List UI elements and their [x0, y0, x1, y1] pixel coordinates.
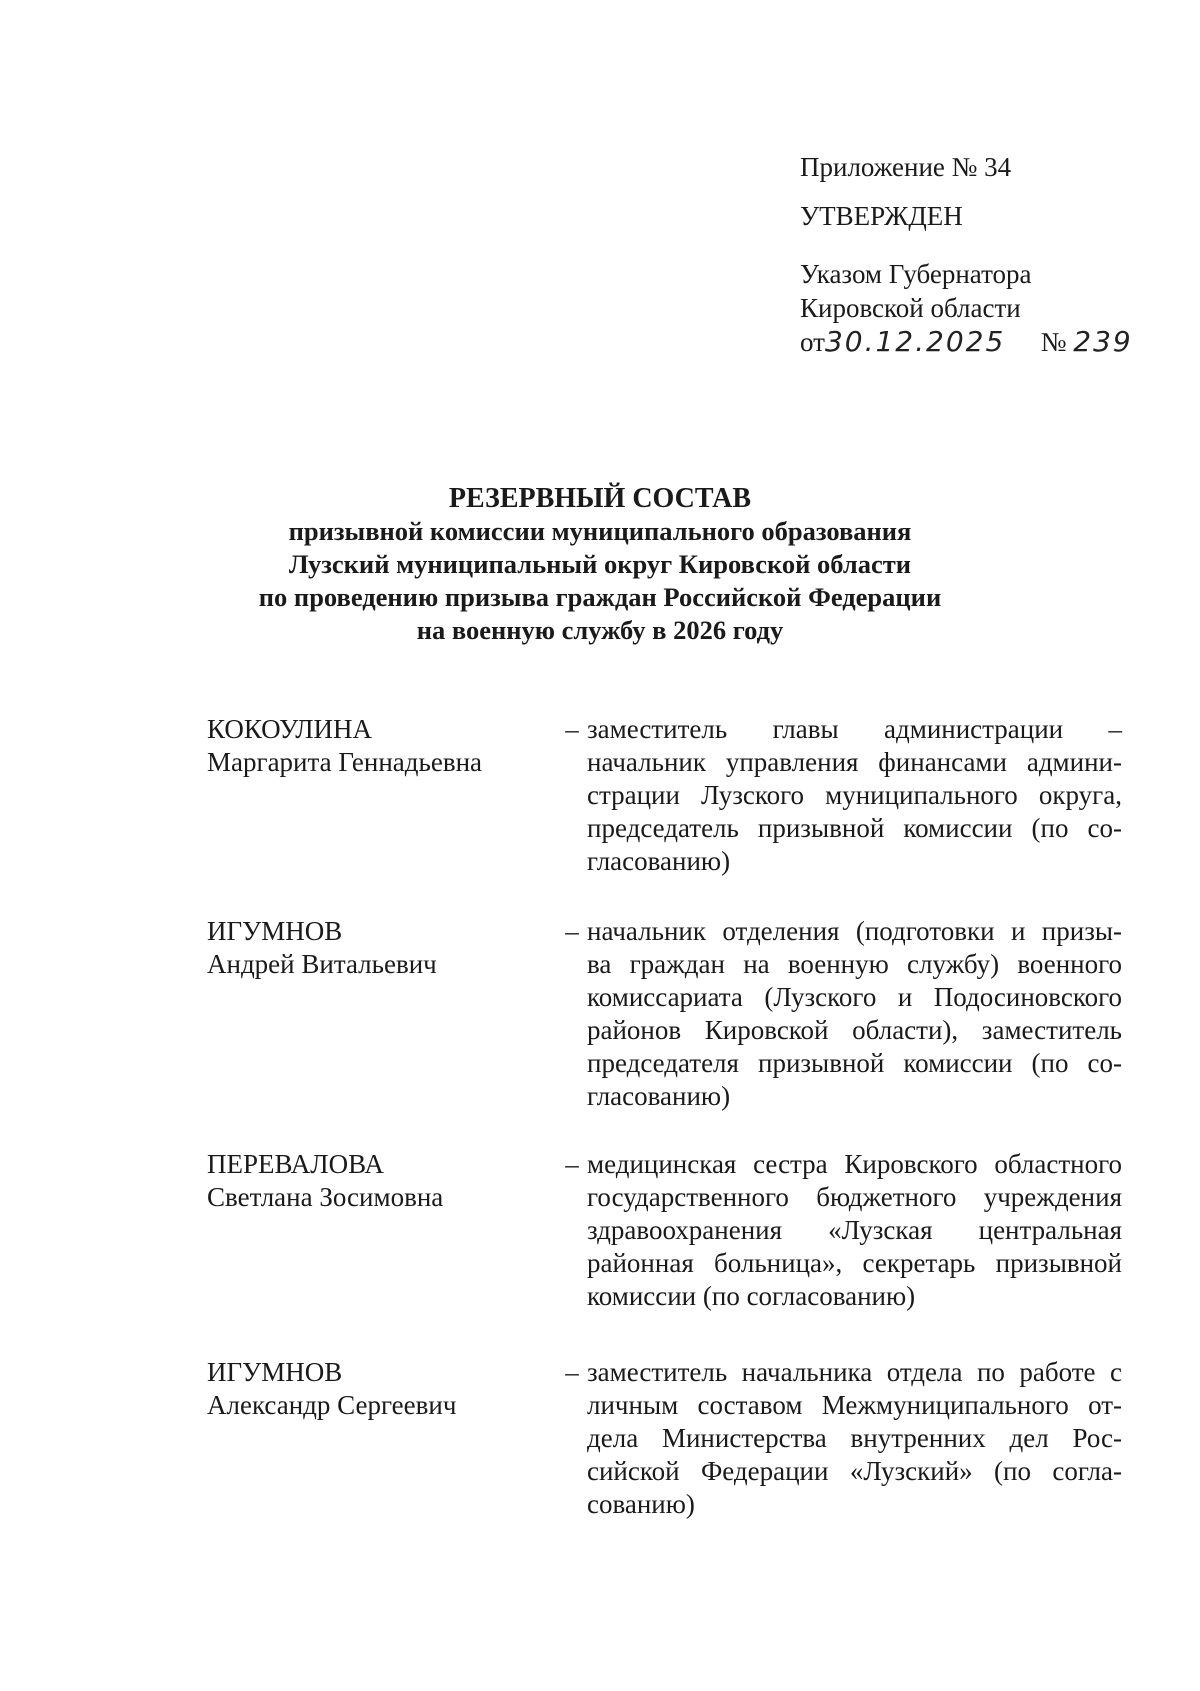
- position-line: сийской Федерации «Лузский» (по согла-: [587, 1456, 1122, 1486]
- position-line: здравоохранения «Лузская центральная: [587, 1215, 1122, 1245]
- position-line: районов Кировской области), заместитель: [587, 1015, 1122, 1045]
- member-position: [587, 915, 1122, 1113]
- title-line-1: РЕЗЕРВНЫЙ СОСТАВ: [448, 483, 752, 514]
- position-line: дела Министерства внутренних дел Рос-: [587, 1423, 1122, 1453]
- member-position: [587, 1356, 1122, 1521]
- position-line: заместитель начальника отдела по работе с: [587, 1357, 1122, 1387]
- member-given-name: Андрей Витальевич: [207, 949, 437, 979]
- member-surname: КОКОУЛИНА: [207, 714, 373, 744]
- approved-stamp-text: УТВЕРЖДЕН: [800, 201, 963, 231]
- member-name: [207, 1148, 537, 1214]
- member-dash: –: [565, 916, 579, 946]
- handwritten-date: 30.12.2025: [824, 325, 1006, 358]
- position-line: комиссии (по согласованию): [587, 1281, 916, 1311]
- position-line: заместитель главы администрации –: [587, 714, 1122, 744]
- approved-by-line-2: Кировской области: [800, 293, 1021, 323]
- member-given-name: Александр Сергеевич: [207, 1390, 457, 1420]
- member-surname: ИГУМНОВ: [207, 1357, 343, 1387]
- approved-by-line-1: Указом Губернатора: [800, 259, 1032, 289]
- position-line: председателя призывной комиссии (по со-: [587, 1048, 1122, 1078]
- decree-date-line: [800, 325, 1160, 359]
- number-prefix: №: [1040, 327, 1067, 357]
- position-line: начальник управления финансами админи-: [587, 747, 1122, 777]
- member-name: [207, 1356, 537, 1422]
- position-line: личным составом Межмуниципального от-: [587, 1390, 1122, 1420]
- member-name: [207, 915, 537, 981]
- position-line: страции Лузского муниципального округа,: [587, 780, 1122, 810]
- member-dash: –: [565, 1149, 579, 1179]
- position-line: начальник отделения (подготовки и призы-: [587, 916, 1122, 946]
- member-given-name: Светлана Зосимовна: [207, 1182, 444, 1212]
- position-line: гласованию): [587, 846, 731, 876]
- document-title: [200, 482, 1000, 647]
- title-line-3: Лузский муниципальный округ Кировской области: [288, 549, 912, 579]
- position-line: председатель призывной комиссии (по со-: [587, 813, 1122, 843]
- member-dash: –: [565, 1357, 579, 1387]
- title-line-4: по проведению призыва граждан Российской Федерации: [258, 582, 942, 612]
- position-line: районная больница», секретарь призывной: [587, 1248, 1122, 1278]
- position-line: комиссариата (Лузского и Подосиновского: [587, 982, 1122, 1012]
- approval-block: [800, 150, 1160, 359]
- appendix-number: Приложение № 34: [800, 152, 1012, 182]
- position-line: государственного бюджетного учреждения: [587, 1182, 1122, 1212]
- position-line: ва граждан на военную службу) военного: [587, 949, 1122, 979]
- handwritten-number: 239: [1073, 325, 1133, 358]
- title-line-2: призывной комиссии муниципального образования: [288, 516, 912, 546]
- position-line: гласованию): [587, 1081, 731, 1111]
- position-line: медицинская сестра Кировского областного: [587, 1149, 1122, 1179]
- member-position: [587, 1148, 1122, 1313]
- member-position: [587, 713, 1122, 878]
- member-dash: –: [565, 714, 579, 744]
- position-line: сованию): [587, 1489, 695, 1519]
- member-surname: ИГУМНОВ: [207, 916, 343, 946]
- member-name: [207, 713, 537, 779]
- member-given-name: Маргарита Геннадьевна: [207, 747, 482, 777]
- title-line-5: на военную службу в 2026 году: [416, 615, 784, 645]
- date-prefix: от: [800, 327, 825, 357]
- member-surname: ПЕРЕВАЛОВА: [207, 1149, 384, 1179]
